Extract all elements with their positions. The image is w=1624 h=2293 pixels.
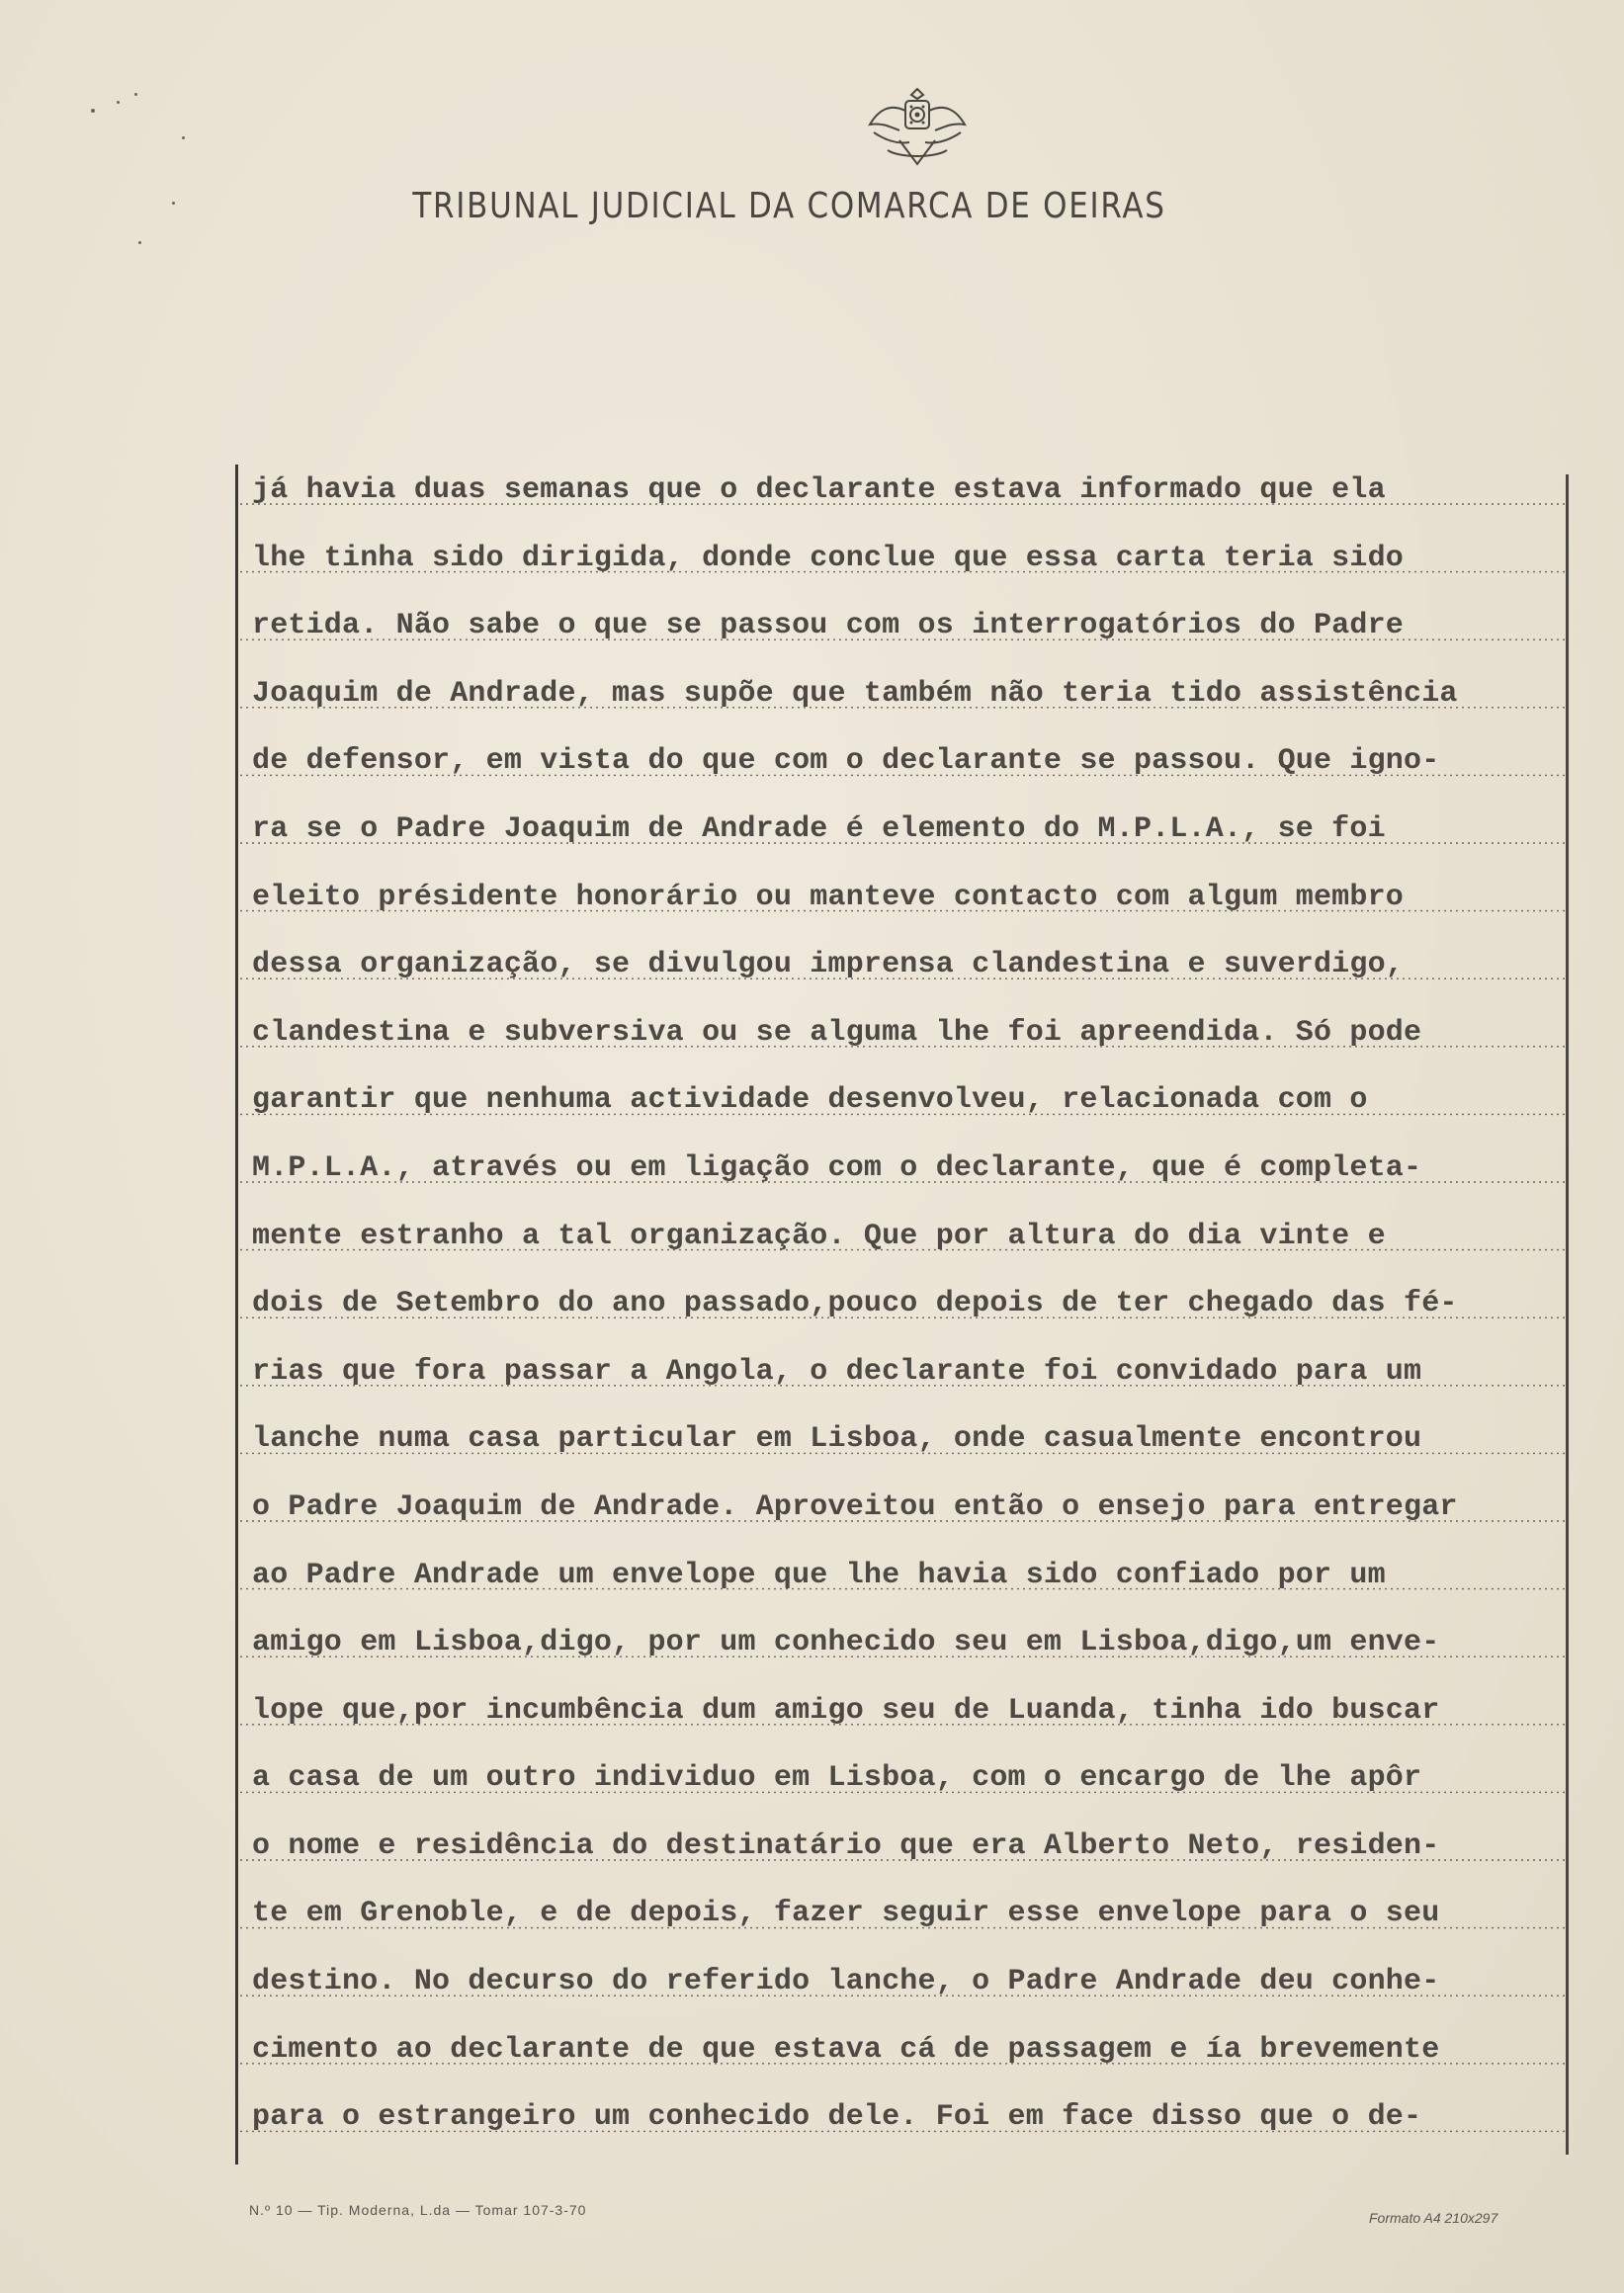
text-line: dois de Setembro do ano passado,pouco depois de ter chegado das fé- [252, 1287, 1458, 1321]
text-line: rias que fora passar a Angola, o declarante foi convidado para um [252, 1354, 1422, 1389]
text-line: Joaquim de Andrade, mas supõe que também não teria tido assistência [252, 676, 1458, 711]
text-line: de defensor, em vista do que com o declarante se passou. Que igno- [252, 744, 1440, 779]
coat-of-arms-emblem [860, 81, 975, 172]
text-line: lhe tinha sido dirigida, donde conclue que essa carta teria sido [252, 541, 1404, 575]
paper-speck [91, 109, 95, 113]
text-line: retida. Não sabe o que se passou com os interrogatórios do Padre [252, 609, 1404, 643]
typewritten-body [252, 457, 1577, 2152]
printer-imprint: N.º 10 — Tip. Moderna, L.da — Tomar 107-3-70 [249, 2202, 587, 2218]
text-line: lope que,por incumbência dum amigo seu de Luanda, tinha ido buscar [252, 1693, 1440, 1728]
text-line: já havia duas semanas que o declarante estava informado que ela [252, 473, 1386, 507]
text-line: clandestina e subversiva ou se alguma lhe foi apreendida. Só pode [252, 1015, 1422, 1050]
text-line: M.P.L.A., através ou em ligação com o declarante, que é completa- [252, 1150, 1422, 1185]
text-line: eleito présidente honorário ou manteve contacto com algum membro [252, 880, 1404, 914]
text-line: garantir que nenhuma actividade desenvolveu, relacionada com o [252, 1083, 1368, 1118]
text-line: mente estranho a tal organização. Que por altura do dia vinte e [252, 1219, 1386, 1253]
text-line: para o estrangeiro um conhecido dele. Foi em face disso que o de- [252, 2100, 1422, 2135]
left-margin-rule [235, 465, 238, 2165]
paper-speck [182, 136, 185, 139]
text-line: o Padre Joaquim de Andrade. Aproveitou então o ensejo para entregar [252, 1489, 1458, 1524]
court-header: TRIBUNAL JUDICIAL DA COMARCA DE OEIRAS [412, 186, 1166, 226]
text-line: dessa organização, se divulgou imprensa clandestina e suverdigo, [252, 948, 1404, 982]
paper-speck [117, 101, 120, 104]
text-line: a casa de um outro individuo em Lisboa, com o encargo de lhe apôr [252, 1761, 1422, 1796]
text-line: amigo em Lisboa,digo, por um conhecido seu em Lisboa,digo,um enve- [252, 1626, 1440, 1660]
text-line: te em Grenoble, e de depois, fazer seguir esse envelope para o seu [252, 1897, 1440, 1931]
paper-speck [134, 93, 137, 96]
paper-format-note: Formato A4 210x297 [1369, 2210, 1498, 2226]
paper-speck [138, 241, 141, 244]
text-line: cimento ao declarante de que estava cá de passagem e ía brevemente [252, 2032, 1440, 2067]
text-line: o nome e residência do destinatário que era Alberto Neto, residen- [252, 1828, 1440, 1863]
text-line: lanche numa casa particular em Lisboa, onde casualmente encontrou [252, 1422, 1422, 1457]
paper-speck [172, 202, 175, 205]
text-line: destino. No decurso do referido lanche, o Padre Andrade deu conhe- [252, 1965, 1440, 1999]
text-line: ao Padre Andrade um envelope que lhe havia sido confiado por um [252, 1558, 1386, 1592]
text-line: ra se o Padre Joaquim de Andrade é elemento do M.P.L.A., se foi [252, 811, 1386, 846]
